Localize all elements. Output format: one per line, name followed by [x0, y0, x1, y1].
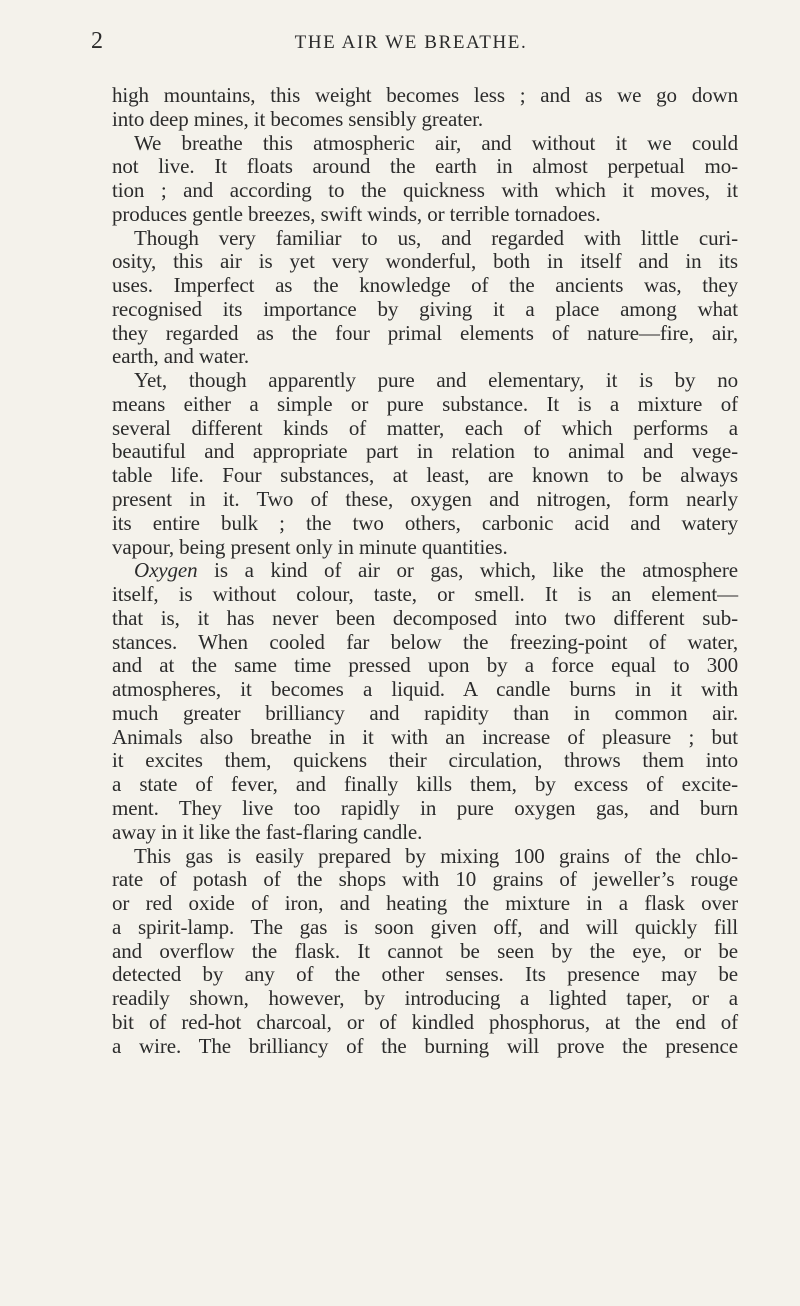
text-line: much greater brilliancy and rapidity than in common air. — [112, 700, 738, 725]
text-line: Animals also breathe in it with an increase of pleasure ; but — [112, 724, 738, 749]
text-line: This gas is easily prepared by mixing 100 grains of the chlo- — [134, 843, 738, 868]
body-text — [112, 84, 738, 1058]
text-line: earth, and water. — [112, 344, 250, 369]
text-line: vapour, being present only in minute quantities. — [112, 534, 508, 559]
text-line: tion ; and according to the quickness with which it moves, it — [112, 178, 738, 203]
text-line: present in it. Two of these, oxygen and nitrogen, form nearly — [112, 487, 738, 512]
text-line: stances. When cooled far below the freezing-point of water, — [112, 629, 738, 654]
text-line: and overflow the flask. It cannot be seen by the eye, or be — [112, 938, 738, 963]
text-line-rest: is a kind of air or gas, which, like the atmosphere — [197, 558, 738, 583]
text-line: means either a simple or pure substance. It is a mixture of — [112, 391, 738, 416]
text-line: rate of potash of the shops with 10 grains of jeweller’s rouge — [112, 867, 738, 892]
text-line: away in it like the fast-flaring candle. — [112, 819, 423, 844]
text-line: a wire. The brilliancy of the burning will prove the presence — [112, 1033, 738, 1058]
text-line: Yet, though apparently pure and elementary, it is by no — [134, 368, 738, 393]
text-line: table life. Four substances, at least, are known to be always — [112, 463, 738, 488]
text-line: recognised its importance by giving it a place among what — [112, 296, 738, 321]
text-line: itself, is without colour, taste, or smell. It is an element— — [112, 582, 738, 607]
page-number: 2 — [91, 28, 104, 54]
text-line: high mountains, this weight becomes less ; and as we go down — [112, 83, 738, 107]
text-line: it excites them, quickens their circulation, throws them into — [112, 748, 738, 773]
text-line: into deep mines, it becomes sensibly greater. — [112, 106, 484, 131]
text-line: produces gentle breezes, swift winds, or terrible tornadoes. — [112, 201, 601, 226]
text-line: a spirit-lamp. The gas is soon given off, and will quickly fill — [112, 914, 738, 939]
text-line: readily shown, however, by introducing a lighted taper, or a — [112, 986, 738, 1011]
text-line: beautiful and appropriate part in relation to animal and vege- — [112, 439, 738, 464]
text-line: they regarded as the four primal elements of nature—fire, air, — [112, 320, 738, 345]
text-line: and at the same time pressed upon by a force equal to 300 — [112, 653, 738, 678]
text-line: detected by any of the other senses. Its presence may be — [112, 962, 738, 987]
text-line: or red oxide of iron, and heating the mixture in a flask over — [112, 891, 738, 916]
page-header — [0, 28, 800, 60]
text-line: We breathe this atmospheric air, and without it we could — [134, 130, 738, 155]
text-line: osity, this air is yet very wonderful, both in itself and in its — [112, 249, 738, 274]
text-line: ment. They live too rapidly in pure oxygen gas, and burn — [112, 795, 738, 820]
text-line: several different kinds of matter, each of which performs a — [112, 415, 738, 440]
text-line: that is, it has never been decomposed into two different sub- — [112, 605, 738, 630]
text-line: not live. It floats around the earth in almost perpetual mo- — [112, 154, 738, 179]
oxygen-term: Oxygen — [134, 558, 198, 583]
text-line: a state of fever, and finally kills them, by excess of excite- — [112, 772, 738, 797]
text-line: its entire bulk ; the two others, carbonic acid and watery — [112, 510, 738, 535]
text-line: bit of red-hot charcoal, or of kindled phosphorus, at the end of — [112, 1009, 738, 1034]
running-title: THE AIR WE BREATHE. — [294, 32, 528, 53]
text-line: uses. Imperfect as the knowledge of the ancients was, they — [112, 273, 738, 298]
text-line-oxygen — [112, 559, 738, 583]
text-line: Though very familiar to us, and regarded with little curi- — [134, 225, 738, 250]
text-line: atmospheres, it becomes a liquid. A candle burns in it with — [112, 677, 738, 702]
